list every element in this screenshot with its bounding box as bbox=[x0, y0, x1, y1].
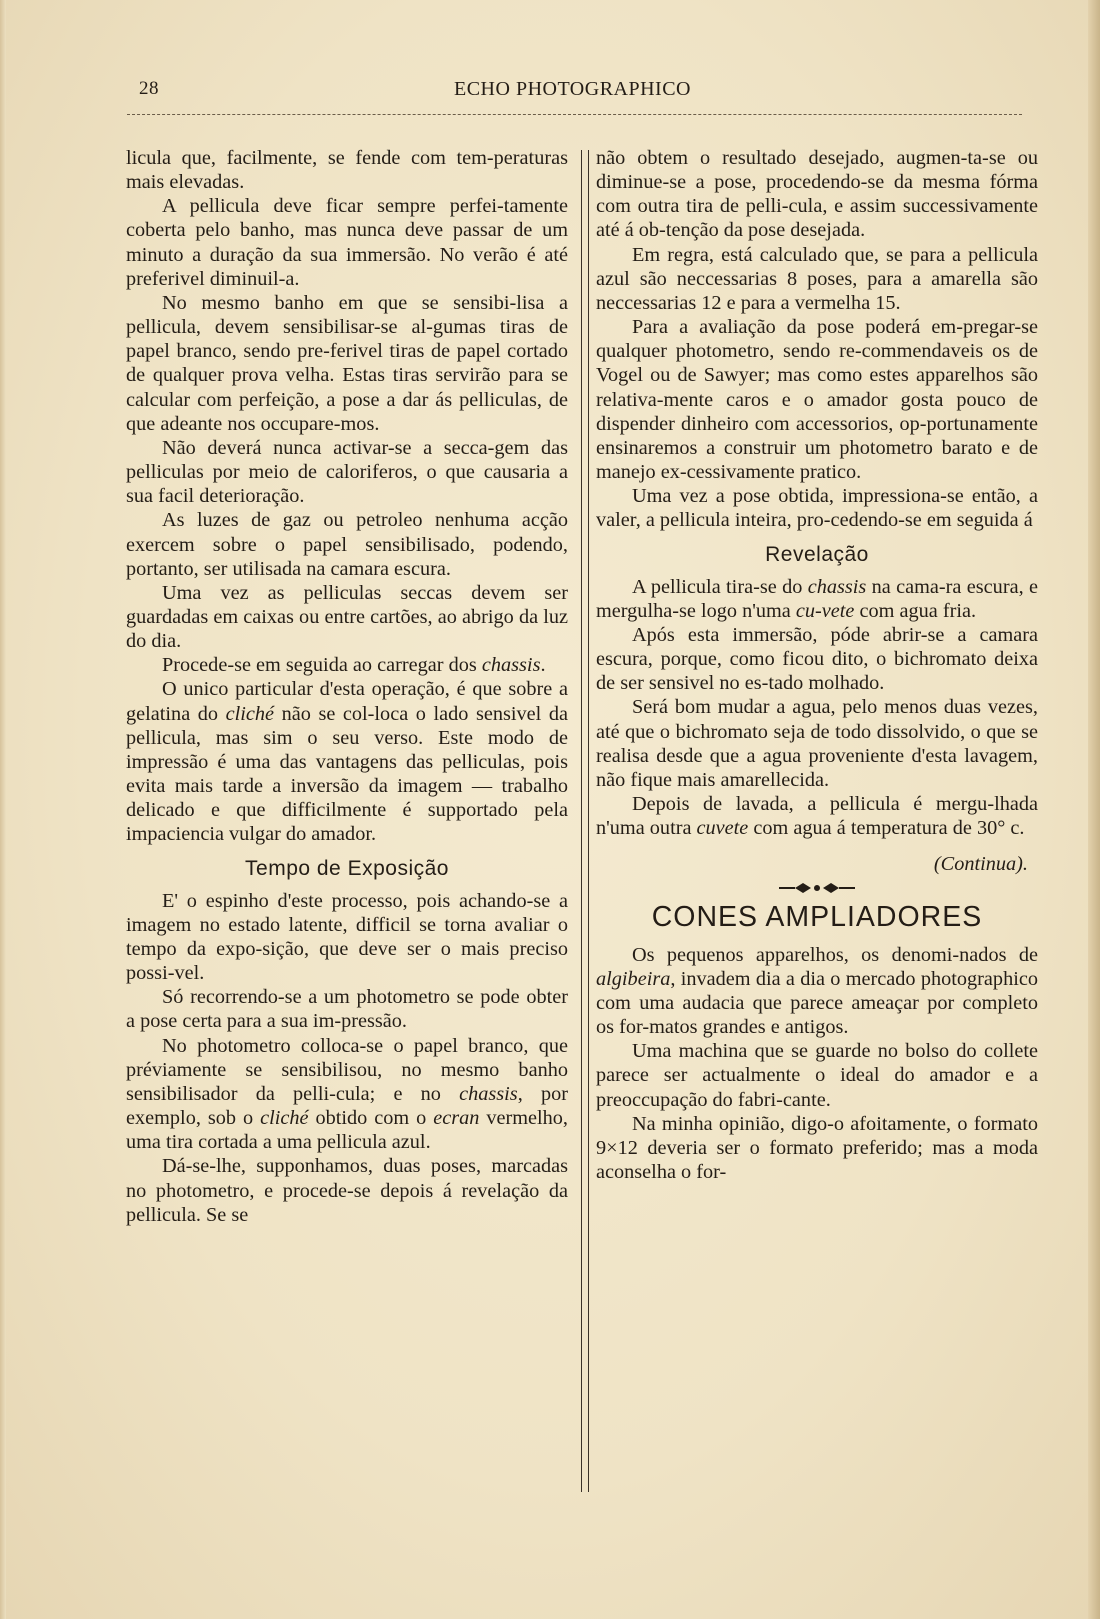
paragraph bbox=[596, 792, 1038, 840]
left-paragraphs-after bbox=[126, 889, 568, 1227]
italic-term: ecran bbox=[433, 1107, 480, 1130]
paragraph-text: E' o espinho d'este processo, pois achando-se a imagem no estado latente, difficil se torna avaliar o tempo da expo-sição, que deve ser o mais preciso possi-vel. bbox=[126, 889, 568, 985]
paragraph-text: vermelho, uma tira cortada a uma pellicula azul. bbox=[126, 1107, 569, 1154]
running-title: ECHO PHOTOGRAPHICO bbox=[454, 78, 691, 100]
italic-term: chassis bbox=[481, 654, 541, 677]
left-paragraphs bbox=[126, 146, 568, 847]
paragraph-text: com agua fria. bbox=[854, 599, 977, 622]
italic-term: algibeira bbox=[596, 967, 671, 990]
paragraph-text: Os pequenos apparelhos, os denomi-nados de bbox=[632, 943, 1038, 966]
paragraph-text: As luzes de gaz ou petroleo nenhuma acção exercem sobre o papel sensibilisado, podendo, portanto, ser utilisada na camara escura. bbox=[126, 509, 568, 580]
right-paragraphs-after bbox=[596, 575, 1038, 841]
paragraph-text: No mesmo banho em que se sensibi-lisa a pellicula, devem sensibilisar-se al-gumas tiras de papel branco, sendo pre-ferivel tiras de papel cortado de qualquer prova velha. Estas tiras servirão para se calcular com perfeição, a pose a dar ás pelliculas, de que adeante nos occupare-mos. bbox=[126, 291, 568, 435]
italic-term: cuvete bbox=[696, 817, 749, 840]
paragraph-text: Em regra, está calculado que, se para a pellicula azul são neccessarias 8 poses, para a amarella são neccessarias 12 e para a vermelha 15. bbox=[596, 243, 1038, 314]
paragraph-text: No photometro colloca-se o papel branco, que préviamente se sensibilisou, no mesmo banho sensibilisador da pelli-cula; e no bbox=[126, 1034, 568, 1105]
paragraph bbox=[596, 243, 1038, 315]
paragraph bbox=[596, 943, 1038, 1040]
article-title: CONES AMPLIADORES bbox=[651, 900, 983, 933]
paragraph-text: Dá-se-lhe, supponhamos, duas poses, marcadas no photometro, e procede-se depois á revelação da pellicula. Se se bbox=[126, 1155, 568, 1226]
paragraph-text: Uma vez a pose obtida, impressiona-se então, a valer, a pellicula inteira, pro-cedendo-se em seguida á bbox=[596, 485, 1038, 532]
paragraph-text: obtido com o bbox=[308, 1107, 434, 1130]
article-paragraphs bbox=[596, 943, 1038, 1185]
right-column bbox=[596, 146, 1038, 1184]
paragraph-text: não obtem o resultado desejado, augmen-ta-se ou diminue-se a pose, procedendo-se da mesma fórma com outra tira de pelli-cula, e assim successivamente até á ob-tenção da pose desejada. bbox=[596, 147, 1038, 242]
paragraph bbox=[126, 194, 568, 291]
continua-note: (Continua). bbox=[933, 853, 1028, 876]
italic-term: chassis bbox=[459, 1082, 518, 1105]
page-edge-right bbox=[1088, 0, 1100, 1619]
paragraph bbox=[126, 508, 568, 580]
italic-term: chassis bbox=[807, 575, 867, 598]
paragraph bbox=[126, 581, 568, 653]
italic-term: cu-vete bbox=[795, 599, 855, 622]
paragraph bbox=[126, 146, 568, 194]
paragraph-text: Para a avaliação da pose poderá em-pregar-se qualquer photometro, sendo re-commendaveis os de Vogel ou de Sawyer; mas como estes apparelhos são relativa-mente caros e o amador gosta pouco de dispender dinheiro com accessorios, op-portunamente ensinaremos a construir um photometro barato e de manejo ex-cessivamente pratico. bbox=[596, 316, 1038, 484]
paragraph-text: Após esta immersão, póde abrir-se a camara escura, porque, como ficou dito, o bichromato deixa de ser sensivel no es-tado molhado. bbox=[596, 623, 1038, 695]
paragraph bbox=[126, 889, 568, 986]
paragraph-text: Depois de lavada, a pellicula é mergu-lhada n'uma outra bbox=[596, 793, 1038, 840]
paragraph bbox=[596, 623, 1038, 695]
paragraph-text: Uma vez as pelliculas seccas devem ser guardadas em caixas ou entre cartões, ao abrigo da luz do dia. bbox=[126, 581, 568, 653]
paragraph-text: A pellicula deve ficar sempre perfei-tamente coberta pelo banho, mas nunca deve passar de um minuto a duração da sua immersão. No verão é até preferivel diminuil-a. bbox=[126, 195, 568, 290]
paragraph-text: Procede-se em seguida ao carregar dos bbox=[162, 654, 482, 677]
paragraph-text: , por exemplo, sob o bbox=[126, 1082, 568, 1130]
header-rule bbox=[127, 114, 1022, 115]
ornament-divider bbox=[777, 881, 857, 895]
paragraph-text: Será bom mudar a agua, pelo menos duas vezes, até que o bichromato seja de todo dissolvido, o que se realisa desde que a agua proveniente d'esta lavagem, não fique mais amarellecida. bbox=[596, 696, 1038, 791]
paragraph-text: . bbox=[540, 654, 546, 677]
section-heading-revelacao: Revelação bbox=[765, 542, 869, 566]
paragraph bbox=[126, 985, 568, 1033]
paragraph bbox=[596, 146, 1038, 243]
paragraph bbox=[596, 1039, 1038, 1111]
paragraph bbox=[596, 484, 1038, 532]
page-header bbox=[125, 78, 1020, 108]
italic-term: cliché bbox=[225, 702, 275, 725]
paragraph-text: O unico particular d'esta operação, é que sobre a gelatina do bbox=[126, 678, 568, 725]
paragraph-text: com agua á temperatura de 30° c. bbox=[748, 817, 1025, 840]
paragraph-text: na cama-ra escura, e mergulha-se logo n'uma bbox=[596, 575, 1038, 622]
paragraph-text: Uma machina que se guarde no bolso do collete parece ser actualmente o ideal do amador e a preoccupação do fabri-cante. bbox=[596, 1040, 1038, 1111]
paragraph bbox=[126, 291, 568, 436]
right-paragraphs bbox=[596, 146, 1038, 533]
paragraph bbox=[596, 695, 1038, 792]
italic-term: cliché bbox=[260, 1107, 309, 1130]
paragraph bbox=[126, 653, 568, 677]
paragraph-text: não se col-loca o lado sensivel da pellicula, mas sim o seu verso. Este modo de impressão é uma das vantagens das pelliculas, pois evita mais tarde a inversão da imagem — trabalho delicado e que difficilmente é supportado pela impaciencia vulgar do amador. bbox=[126, 702, 568, 846]
paragraph-text: A pellicula tira-se do bbox=[632, 575, 808, 598]
paragraph bbox=[126, 1154, 568, 1226]
paragraph-text: Não deverá nunca activar-se a secca-gem das pelliculas por meio de caloriferos, o que causaria a sua facil deterioração. bbox=[126, 436, 568, 508]
left-column bbox=[126, 146, 568, 1227]
paragraph-text: Na minha opinião, digo-o afoitamente, o formato 9×12 deveria ser o formato preferido; mas a moda aconselha o for- bbox=[596, 1112, 1038, 1184]
paragraph bbox=[596, 1112, 1038, 1184]
paragraph-text: , invadem dia a dia o mercado photographico com uma audacia que parece ameaçar por completo os for-matos grandes e antigos. bbox=[596, 967, 1038, 1039]
section-heading-tempo-de-exposicao: Tempo de Exposição bbox=[245, 856, 449, 880]
paragraph-text: Só recorrendo-se a um photometro se pode obter a pose certa para a sua im-pressão. bbox=[126, 986, 568, 1033]
paragraph bbox=[596, 575, 1038, 623]
paragraph bbox=[596, 315, 1038, 484]
paragraph bbox=[126, 1034, 568, 1155]
page-edge-left bbox=[0, 0, 6, 1619]
paragraph bbox=[126, 436, 568, 508]
paragraph-text: licula que, facilmente, se fende com tem-peraturas mais elevadas. bbox=[126, 147, 568, 194]
page-number: 28 bbox=[139, 78, 159, 99]
column-divider bbox=[581, 150, 589, 1492]
paragraph bbox=[126, 677, 568, 846]
